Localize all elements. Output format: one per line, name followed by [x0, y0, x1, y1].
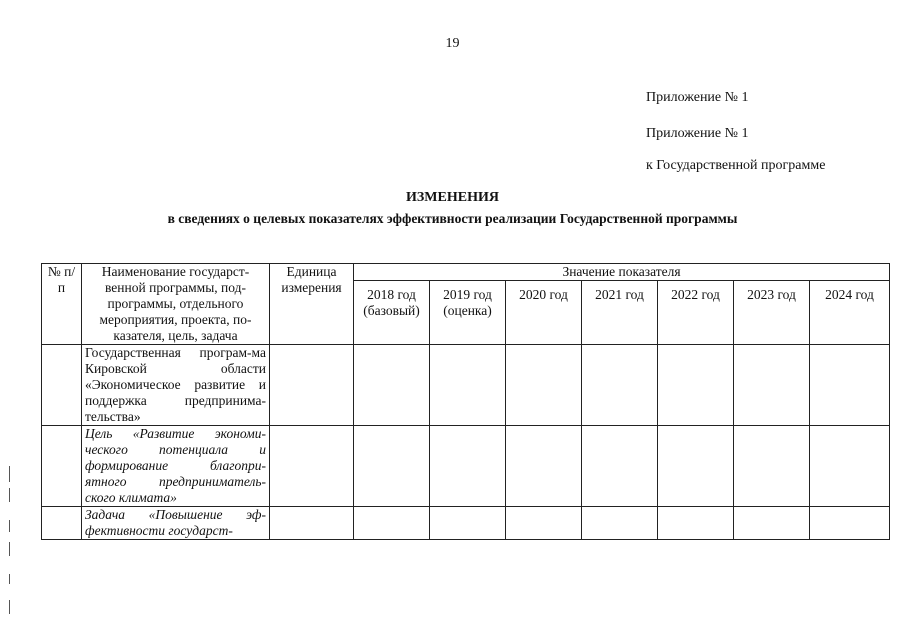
scan-margin-mark [9, 542, 10, 556]
header-num: № п/п [42, 264, 82, 345]
value-cell [582, 507, 658, 540]
header-year-2019: 2019 год (оценка) [430, 281, 506, 345]
header-year-2021: 2021 год [582, 281, 658, 345]
header-year-2020: 2020 год [506, 281, 582, 345]
value-cell [734, 507, 810, 540]
row-num-cell [42, 426, 82, 507]
value-cell [734, 345, 810, 426]
appendix-line-1: Приложение № 1 [646, 90, 749, 105]
header-name: Наименование государст-венной программы, под-программы, отдельного мероприятия, проекта, по-казателя, цель, задача [82, 264, 270, 345]
document-subtitle: в сведениях о целевых показателях эффективности реализации Государственной программы [167, 211, 738, 226]
row-name-cell: Государственная програм-ма Кировской области «Экономическое развитие и поддержка предпринима-тельства» [82, 345, 270, 426]
row-unit-cell [270, 426, 354, 507]
document-title: ИЗМЕНЕНИЯ [406, 190, 499, 205]
value-cell [430, 426, 506, 507]
indicators-table [41, 263, 890, 540]
value-cell [810, 345, 890, 426]
appendix-line-3: к Государственной программе [646, 158, 826, 173]
scan-margin-mark [9, 466, 10, 482]
value-cell [506, 507, 582, 540]
table-row [42, 345, 890, 426]
value-cell [354, 345, 430, 426]
header-year-2024: 2024 год [810, 281, 890, 345]
header-unit: Единица измерения [270, 264, 354, 345]
value-cell [506, 426, 582, 507]
header-year-2023: 2023 год [734, 281, 810, 345]
header-year-2022: 2022 год [658, 281, 734, 345]
value-cell [354, 507, 430, 540]
value-cell [354, 426, 430, 507]
value-cell [810, 426, 890, 507]
value-cell [658, 507, 734, 540]
value-cell [430, 345, 506, 426]
table-row [42, 426, 890, 507]
row-num-cell [42, 507, 82, 540]
row-num-cell [42, 345, 82, 426]
header-values-group: Значение показателя [354, 264, 890, 281]
page-number: 19 [445, 36, 460, 51]
value-cell [582, 426, 658, 507]
value-cell [430, 507, 506, 540]
header-year-2018: 2018 год (базовый) [354, 281, 430, 345]
scan-margin-mark [9, 600, 10, 614]
row-name-cell: Цель «Развитие экономи-ческого потенциала и формирование благопри-ятного предприниматель-ского климата» [82, 426, 270, 507]
row-name-cell: Задача «Повышение эф-фективности государст- [82, 507, 270, 540]
scan-margin-mark [9, 574, 10, 584]
scan-margin-mark [9, 520, 10, 532]
value-cell [810, 507, 890, 540]
row-unit-cell [270, 507, 354, 540]
value-cell [506, 345, 582, 426]
value-cell [658, 345, 734, 426]
value-cell [582, 345, 658, 426]
header-row-1 [42, 264, 890, 281]
row-unit-cell [270, 345, 354, 426]
table-row [42, 507, 890, 540]
scan-margin-mark [9, 488, 10, 502]
value-cell [658, 426, 734, 507]
appendix-line-2: Приложение № 1 [646, 126, 749, 141]
value-cell [734, 426, 810, 507]
